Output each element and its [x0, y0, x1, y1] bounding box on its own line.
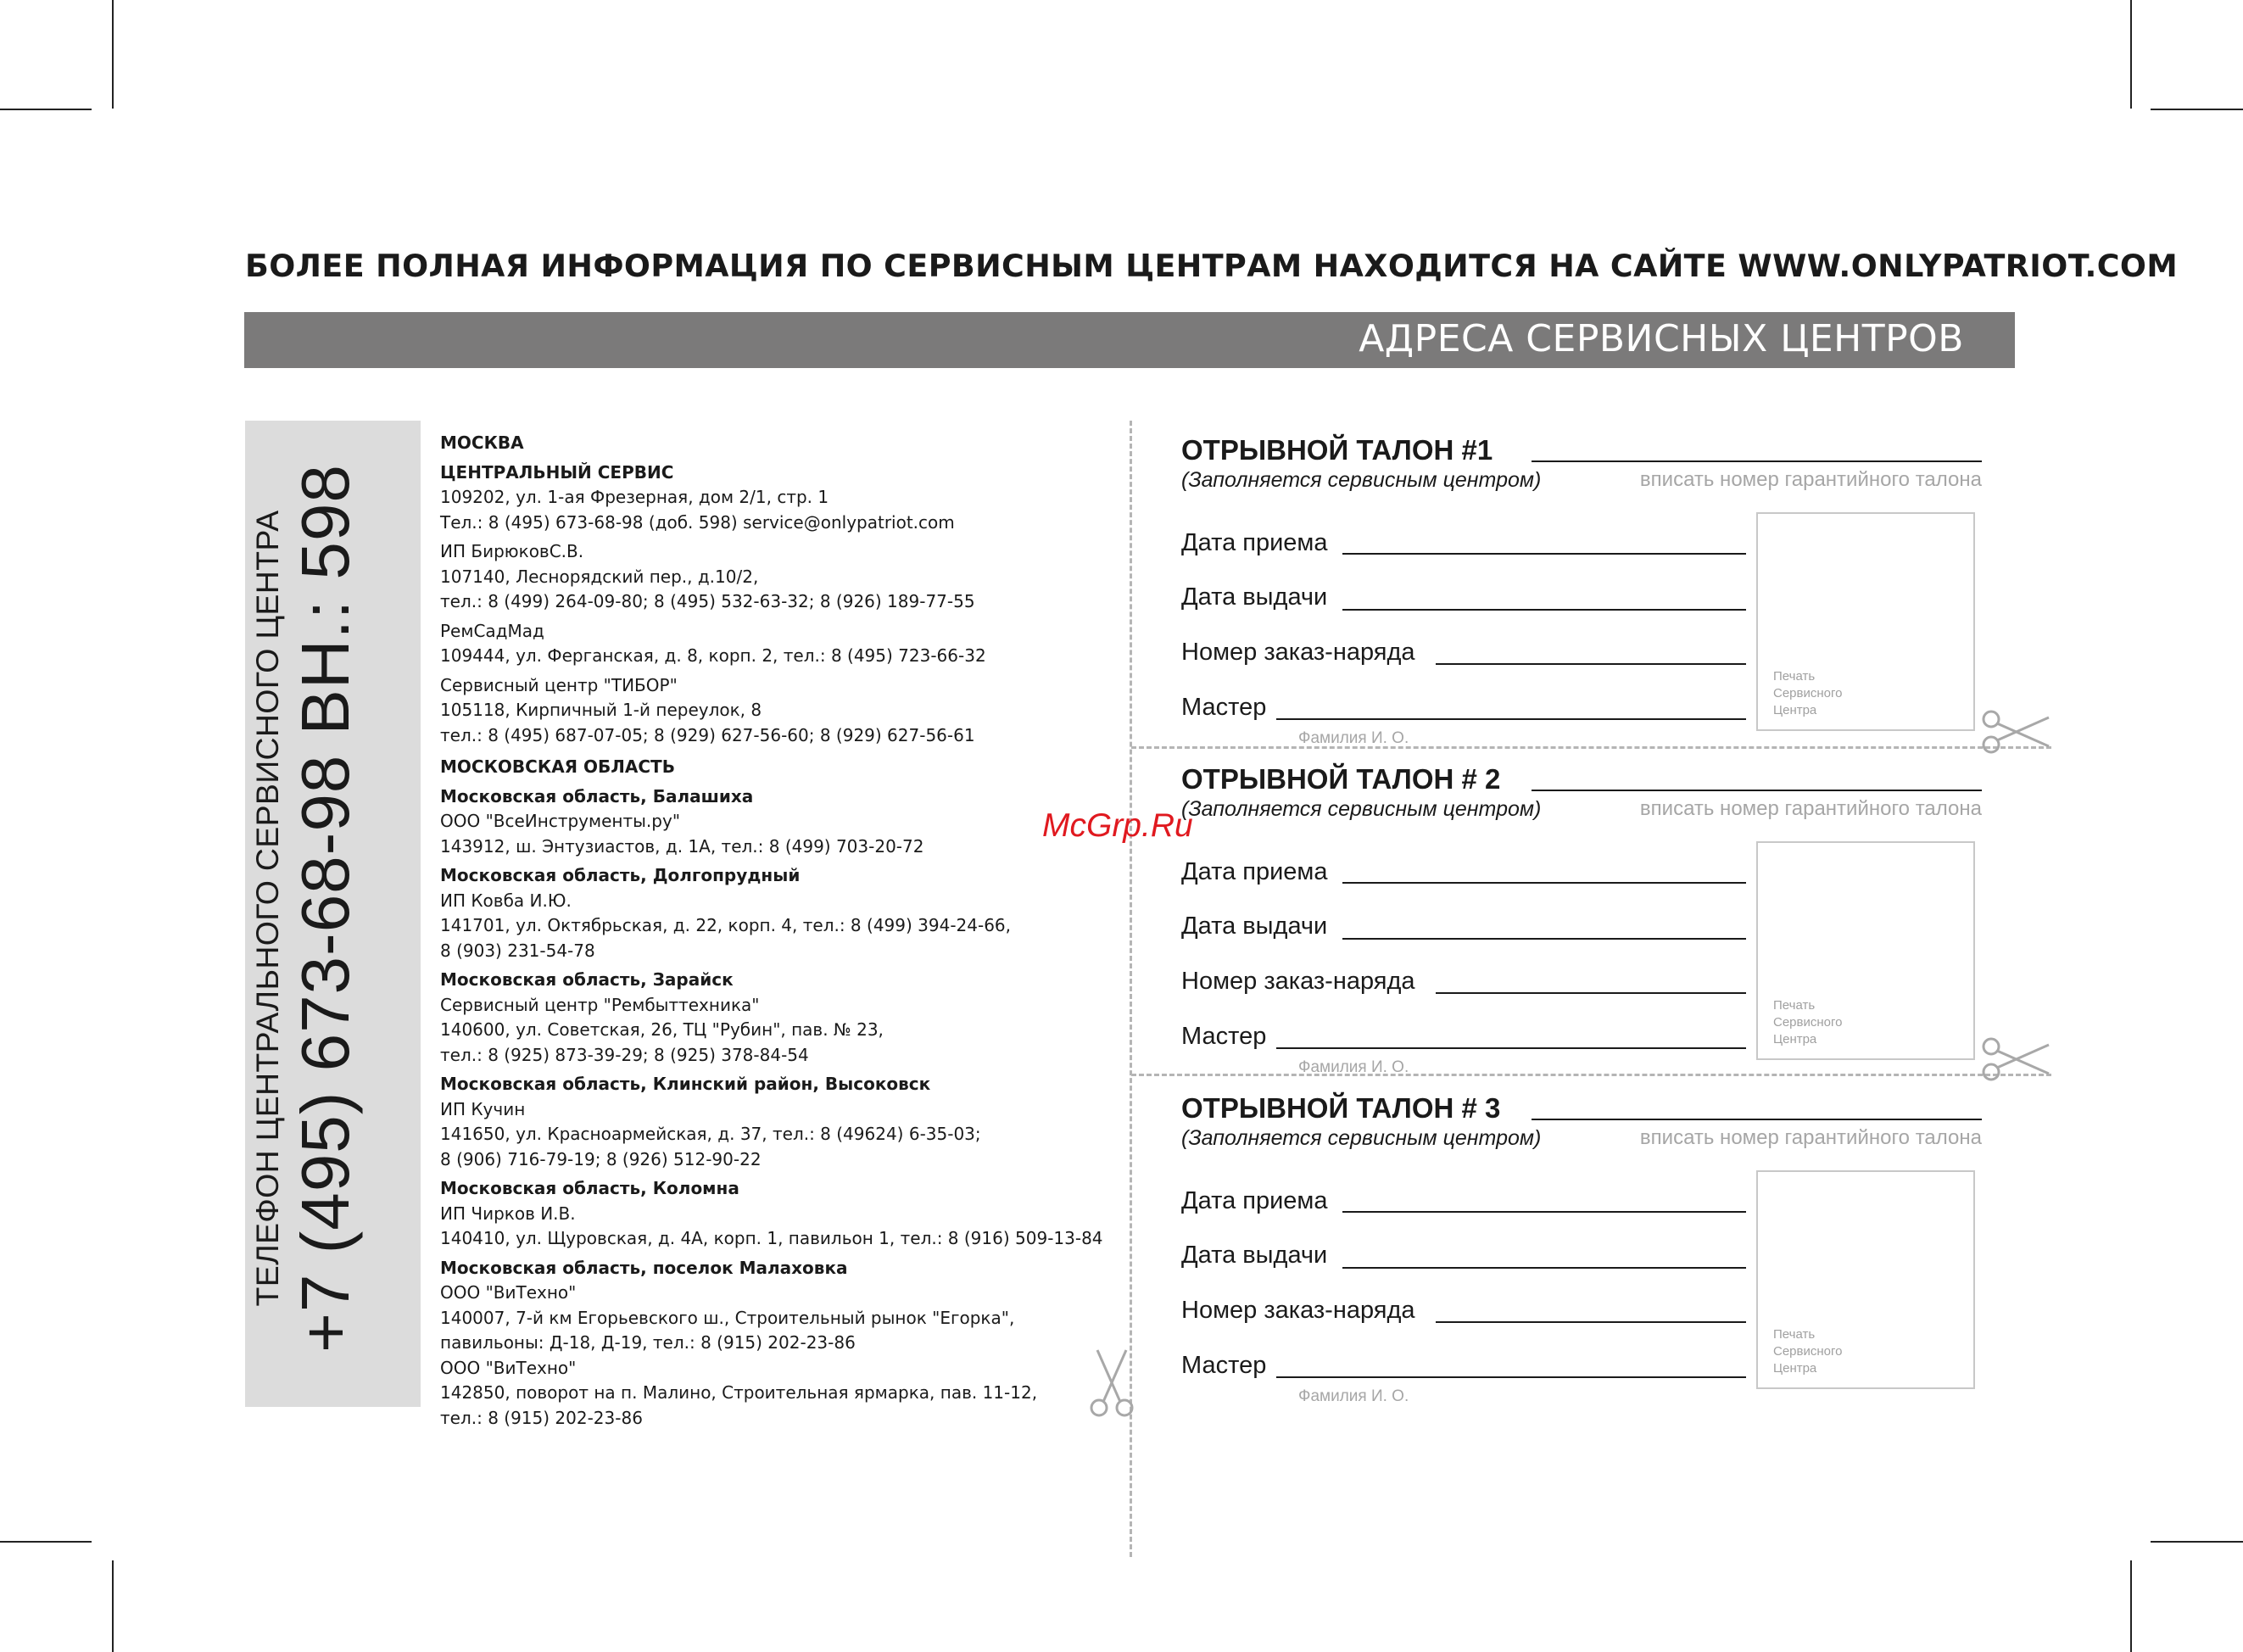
coupon-subtitle: (Заполняется сервисным центром): [1181, 468, 1542, 492]
field-line-issue-date[interactable]: [1342, 609, 1746, 611]
field-line-order-number[interactable]: [1436, 1321, 1746, 1323]
warranty-number-hint: вписать номер гарантийного талона: [1639, 797, 1982, 820]
entry-line: 105118, Кирпичный 1-й переулок, 8: [440, 700, 762, 720]
entry-line: Тел.: 8 (495) 673-68-98 (доб. 598) service@onlypatriot.com: [440, 511, 955, 533]
entry-line: 140600, ул. Советская, 26, ТЦ "Рубин", пав. № 23,: [440, 1019, 884, 1040]
service-center-entry: [440, 784, 1085, 860]
entry-line: ООО "ВиТехно": [440, 1282, 577, 1303]
page-headline: БОЛЕЕ ПОЛНАЯ ИНФОРМАЦИЯ ПО СЕРВИСНЫМ ЦЕНТРАМ НАХОДИТСЯ НА САЙТЕ WWW.ONLYPATRIOT.COM: [245, 248, 2179, 284]
entry-line: ИП Ковба И.Ю.: [440, 890, 572, 911]
field-line-master[interactable]: [1276, 1376, 1746, 1378]
stamp-label-line: Центра: [1773, 1361, 1817, 1376]
field-label-master: Мастер: [1181, 1023, 1267, 1050]
field-label-order-number: Номер заказ-наряда: [1181, 639, 1415, 666]
field-label-issue-date: Дата выдачи: [1181, 583, 1328, 611]
field-label-order-number: Номер заказ-наряда: [1181, 968, 1415, 995]
field-line-master[interactable]: [1276, 718, 1746, 720]
field-label-receive-date: Дата приема: [1181, 1187, 1328, 1214]
warranty-number-hint: вписать номер гарантийного талона: [1639, 1126, 1982, 1149]
entry-line: тел.: 8 (915) 202-23-86: [440, 1407, 643, 1428]
warranty-number-line[interactable]: [1532, 790, 1982, 791]
entry-title: Московская область, поселок Малаховка: [440, 1257, 848, 1278]
stamp-label-line: Центра: [1773, 703, 1817, 717]
banner-title: АДРЕСА СЕРВИСНЫХ ЦЕНТРОВ: [1359, 317, 1964, 360]
coupon-title: ОТРЫВНОЙ ТАЛОН # 2: [1181, 763, 1501, 795]
warranty-number-line[interactable]: [1532, 460, 1982, 462]
crop-mark: [2151, 1541, 2243, 1543]
region-title-moscow-region: МОСКОВСКАЯ ОБЛАСТЬ: [440, 756, 675, 777]
entry-line: тел.: 8 (925) 873-39-29; 8 (925) 378-84-54: [440, 1044, 809, 1065]
service-center-entry: [440, 673, 1085, 749]
phone-number: +7 (495) 673-68-98 ВН.: 598: [287, 464, 363, 1353]
service-center-entry: [440, 968, 1085, 1068]
entry-line: 141701, ул. Октябрьская, д. 22, корп. 4, тел.: 8 (499) 394-24-66,: [440, 915, 1012, 935]
site-watermark: McGrp.Ru: [1042, 807, 1193, 844]
scissors-icon[interactable]: [1981, 709, 2052, 755]
region-title-moscow: МОСКВА: [440, 433, 524, 453]
stamp-label-line: Сервисного: [1773, 686, 1843, 700]
crop-mark: [2130, 0, 2132, 109]
phone-panel-content: [248, 421, 417, 1396]
field-line-order-number[interactable]: [1436, 663, 1746, 665]
entry-title: Московская область, Зарайск: [440, 969, 734, 990]
field-line-master[interactable]: [1276, 1047, 1746, 1049]
coupon-3: [1181, 1092, 1982, 1415]
signature-hint: Фамилия И. О.: [1298, 729, 1409, 747]
coupon-2: [1181, 763, 1982, 1086]
field-label-issue-date: Дата выдачи: [1181, 913, 1328, 940]
entry-title: Московская область, Долгопрудный: [440, 865, 801, 885]
coupon-1: [1181, 434, 1982, 756]
field-label-receive-date: Дата приема: [1181, 529, 1328, 556]
crop-mark: [0, 109, 92, 110]
stamp-box: [1756, 841, 1975, 1060]
entry-title: Московская область, Клинский район, Высоковск: [440, 1074, 931, 1094]
crop-mark: [112, 0, 114, 109]
field-line-receive-date[interactable]: [1342, 1211, 1746, 1213]
coupon-title: ОТРЫВНОЙ ТАЛОН #1: [1181, 434, 1493, 466]
entry-line: 140007, 7-й км Егорьевского ш., Строительный рынок "Егорка",: [440, 1307, 1015, 1328]
service-center-entry: [440, 1256, 1085, 1432]
entry-line: РемСадМад: [440, 620, 544, 641]
service-center-entry: [440, 863, 1085, 963]
entry-title: ЦЕНТРАЛЬНЫЙ СЕРВИС: [440, 461, 674, 483]
stamp-label-line: Центра: [1773, 1032, 1817, 1046]
service-center-entry: [440, 1072, 1085, 1172]
field-label-master: Мастер: [1181, 694, 1267, 721]
entry-line: 143912, ш. Энтузиастов, д. 1А, тел.: 8 (499) 703-20-72: [440, 835, 924, 857]
entry-line: 140410, ул. Щуровская, д. 4А, корп. 1, павильон 1, тел.: 8 (916) 509-13-84: [440, 1228, 1103, 1248]
phone-label: ТЕЛЕФОН ЦЕНТРАЛЬНОГО СЕРВИСНОГО ЦЕНТРА: [249, 510, 285, 1307]
entry-line: 107140, Леснорядский пер., д.10/2,: [440, 566, 759, 587]
phone-panel: [245, 421, 421, 1407]
stamp-label-line: Печать: [1773, 1327, 1816, 1342]
section-banner: [244, 312, 2015, 368]
entry-line: павильоны: Д-18, Д-19, тел.: 8 (915) 202-23-86: [440, 1332, 856, 1353]
stamp-label: [1773, 668, 1842, 719]
scissors-icon[interactable]: [1089, 1347, 1135, 1418]
entry-title: Московская область, Коломна: [440, 1178, 739, 1198]
entry-line: ИП БирюковС.В.: [440, 541, 584, 561]
scissors-icon[interactable]: [1981, 1036, 2052, 1082]
field-line-issue-date[interactable]: [1342, 1267, 1746, 1269]
entry-line: ИП Чирков И.В.: [440, 1203, 576, 1224]
coupon-subtitle: (Заполняется сервисным центром): [1181, 1126, 1542, 1150]
entry-line: 141650, ул. Красноармейская, д. 37, тел.: 8 (49624) 6-35-03;: [440, 1124, 981, 1144]
entry-title: Московская область, Балашиха: [440, 785, 754, 806]
stamp-label-line: Печать: [1773, 998, 1816, 1013]
coupon-title: ОТРЫВНОЙ ТАЛОН # 3: [1181, 1092, 1501, 1124]
entry-line: ИП Кучин: [440, 1098, 526, 1119]
stamp-box: [1756, 512, 1975, 731]
field-label-issue-date: Дата выдачи: [1181, 1242, 1328, 1269]
entry-line: ООО "ВсеИнструменты.ру": [440, 811, 681, 831]
crop-mark: [2151, 109, 2243, 110]
entry-line: 109202, ул. 1-ая Фрезерная, дом 2/1, стр. 1: [440, 487, 829, 507]
entry-line: тел.: 8 (499) 264-09-80; 8 (495) 532-63-32; 8 (926) 189-77-55: [440, 591, 975, 611]
stamp-label: [1773, 997, 1842, 1048]
field-label-receive-date: Дата приема: [1181, 858, 1328, 885]
entry-line: 109444, ул. Ферганская, д. 8, корп. 2, тел.: 8 (495) 723-66-32: [440, 645, 986, 666]
service-center-entry: [440, 539, 1085, 615]
warranty-number-line[interactable]: [1532, 1119, 1982, 1120]
field-line-receive-date[interactable]: [1342, 553, 1746, 555]
stamp-label-line: Сервисного: [1773, 1015, 1843, 1030]
coupon-subtitle: (Заполняется сервисным центром): [1181, 797, 1542, 821]
signature-hint: Фамилия И. О.: [1298, 1058, 1409, 1076]
stamp-label-line: Печать: [1773, 669, 1816, 684]
service-center-entry: [440, 1176, 1103, 1252]
service-center-entry: [440, 619, 1085, 669]
crop-mark: [0, 1541, 92, 1543]
field-label-order-number: Номер заказ-наряда: [1181, 1297, 1415, 1324]
entry-line: Сервисный центр "Рембыттехника": [440, 994, 760, 1015]
stamp-label: [1773, 1326, 1842, 1377]
crop-mark: [112, 1560, 114, 1652]
warranty-number-hint: вписать номер гарантийного талона: [1639, 468, 1982, 491]
field-line-receive-date[interactable]: [1342, 882, 1746, 884]
entry-line: тел.: 8 (495) 687-07-05; 8 (929) 627-56-60; 8 (929) 627-56-61: [440, 724, 975, 745]
stamp-box: [1756, 1170, 1975, 1389]
field-line-issue-date[interactable]: [1342, 938, 1746, 940]
entry-line: 8 (903) 231-54-78: [440, 940, 595, 961]
signature-hint: Фамилия И. О.: [1298, 1387, 1409, 1405]
entry-line: 8 (906) 716-79-19; 8 (926) 512-90-22: [440, 1148, 762, 1169]
address-list: [440, 431, 1103, 1431]
entry-line: 142850, поворот на п. Малино, Строительная ярмарка, пав. 11-12,: [440, 1382, 1038, 1403]
stamp-label-line: Сервисного: [1773, 1344, 1843, 1359]
entry-line: ООО "ВиТехно": [440, 1357, 577, 1378]
field-line-order-number[interactable]: [1436, 992, 1746, 994]
crop-mark: [2130, 1560, 2132, 1652]
entry-line: Сервисный центр "ТИБОР": [440, 674, 678, 695]
field-label-master: Мастер: [1181, 1352, 1267, 1379]
service-center-entry: [440, 460, 1085, 536]
